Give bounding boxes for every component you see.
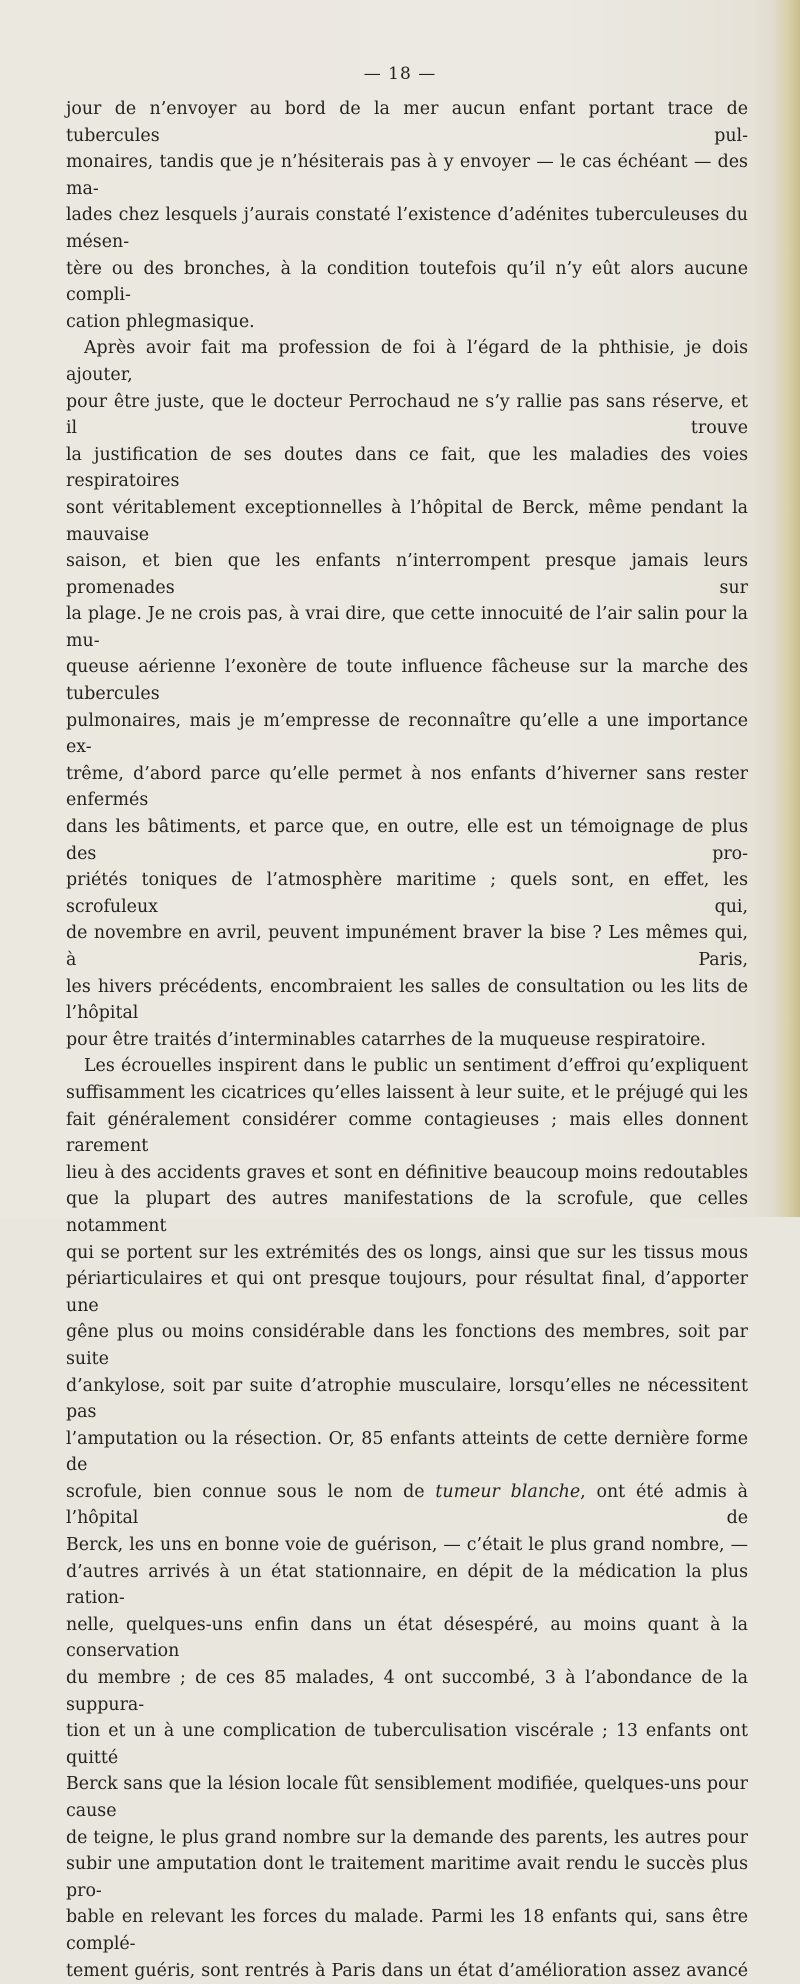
text-line: les hivers précédents, encombraient les salles de consultation ou les lits de l’hôpital <box>66 976 748 1024</box>
text-line: subir une amputation dont le traitement maritime avait rendu le succès plus pro- <box>66 1854 748 1901</box>
text-line: Après avoir fait ma profession de foi à l’égard de la phthisie, je dois ajouter, <box>66 338 748 385</box>
text-line: périarticulaires et qui ont presque toujours, pour résultat final, d’apporter une <box>66 1269 748 1316</box>
text-line: d’autres arrivés à un état stationnaire, en dépit de la médication la plus ration- <box>66 1561 748 1609</box>
text-line: bable en relevant les forces du malade. Parmi les 18 enfants qui, sans être complé- <box>66 1907 748 1954</box>
text-line: pour être juste, que le docteur Perrochaud ne s’y rallie pas sans réserve, et il trouve <box>66 391 748 439</box>
text-line: priétés toniques de l’atmosphère maritime ; quels sont, en effet, les scrofuleux qui, <box>66 870 748 917</box>
text-line: fait généralement considérer comme contagieuses ; mais elles donnent rarement <box>66 1109 748 1157</box>
body-text <box>66 96 748 1984</box>
text-line: tion et un à une complication de tuberculisation viscérale ; 13 enfants ont quitté <box>66 1721 748 1768</box>
text-line: cation phlegmasique. <box>66 311 255 332</box>
text-line: lieu à des accidents graves et sont en définitive beaucoup moins redoutables <box>66 1162 748 1183</box>
text-line: de teigne, le plus grand nombre sur la demande des parents, les autres pour <box>66 1827 748 1848</box>
text-line: sont véritablement exceptionnelles à l’hôpital de Berck, même pendant la mauvaise <box>66 497 748 545</box>
text-line: pulmonaires, mais je m’empresse de reconnaître qu’elle a une importance ex- <box>66 710 748 758</box>
page-number-header: — 18 — <box>363 64 437 84</box>
text-line: l’amputation ou la résection. Or, 85 enfants atteints de cette dernière forme de <box>66 1428 748 1476</box>
text-line: Berck sans que la lésion locale fût sensiblement modifiée, quelques-uns pour cause <box>66 1774 748 1821</box>
text-line: Les écrouelles inspirent dans le public un sentiment d’effroi qu’expliquent <box>84 1056 748 1077</box>
text-line: d’ankylose, soit par suite d’atrophie musculaire, lorsqu’elles ne nécessitent pas <box>66 1375 748 1423</box>
text-line: tement guéris, sont rentrés à Paris dans un état d’amélioration assez avancé <box>66 1960 748 1981</box>
text-line: tère ou des bronches, à la condition toutefois qu’il n’y eût alors aucune compli- <box>66 258 748 306</box>
text-line: Berck, les uns en bonne voie de guérison, — c’était le plus grand nombre, — <box>66 1535 748 1556</box>
text-line: jour de n’envoyer au bord de la mer aucun enfant portant trace de tubercules pul- <box>66 99 748 146</box>
text-line: trême, d’abord parce qu’elle permet à nos enfants d’hiverner sans rester enfermés <box>66 763 748 811</box>
text-line: queuse aérienne l’exonère de toute influence fâcheuse sur la marche des tubercules <box>66 657 748 705</box>
text-line: scrofule, bien connue sous le nom de tumeur blanche, ont été admis à l’hôpital de <box>66 1481 749 1529</box>
italic-term: tumeur blanche <box>435 1481 581 1502</box>
text-line: qui se portent sur les extrémités des os longs, ainsi que sur les tissus mous <box>66 1242 748 1263</box>
text-line: la justification de ses doutes dans ce fait, que les maladies des voies respiratoires <box>66 444 748 492</box>
text-line: la plage. Je ne crois pas, à vrai dire, que cette innocuité de l’air salin pour la mu- <box>66 604 748 651</box>
text-line: que la plupart des autres manifestations de la scrofule, que celles notamment <box>66 1189 748 1236</box>
text-line: saison, et bien que les enfants n’interrompent presque jamais leurs promenades sur <box>66 551 748 598</box>
page-edge-shadow <box>774 0 800 1217</box>
text-line: de novembre en avril, peuvent impunément braver la bise ? Les mêmes qui, à Paris, <box>66 923 748 970</box>
text-line: suffisamment les cicatrices qu’elles laissent à leur suite, et le préjugé qui les <box>66 1082 748 1103</box>
text-line: lades chez lesquels j’aurais constaté l’existence d’adénites tuberculeuses du mésen- <box>66 205 748 252</box>
text-line: gêne plus ou moins considérable dans les fonctions des membres, soit par suite <box>66 1322 748 1369</box>
text-line: nelle, quelques-uns enfin dans un état désespéré, au moins quant à la conservation <box>66 1614 748 1662</box>
text-line: dans les bâtiments, et parce que, en outre, elle est un témoignage de plus des pro- <box>66 817 748 864</box>
text-line: monaires, tandis que je n’hésiterais pas à y envoyer — le cas échéant — des ma- <box>66 152 748 199</box>
text-line: pour être traités d’interminables catarrhes de la muqueuse respiratoire. <box>66 1029 706 1050</box>
text-line: du membre ; de ces 85 malades, 4 ont succombé, 3 à l’abondance de la suppura- <box>66 1668 748 1715</box>
